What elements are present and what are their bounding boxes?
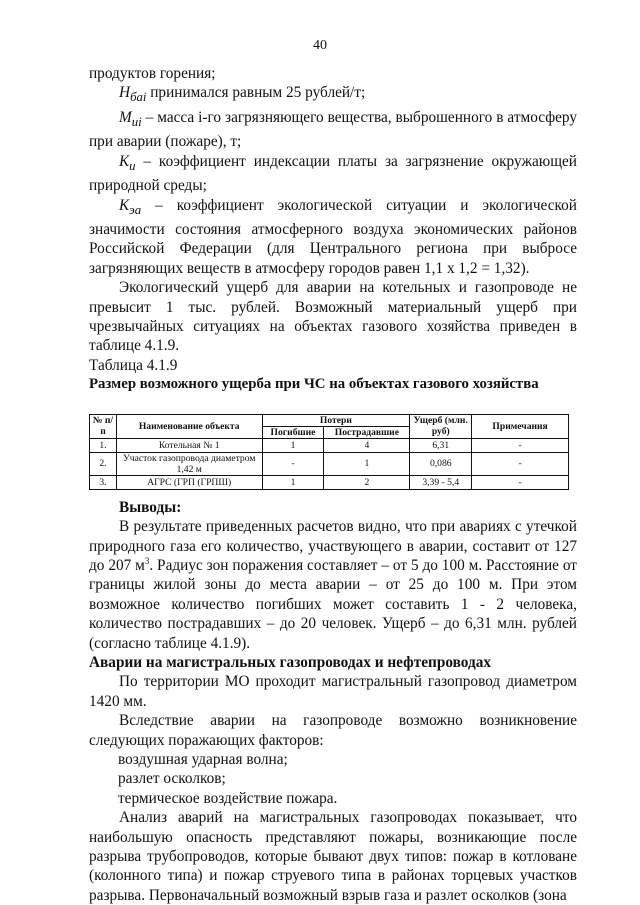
symbol-kea: $К_{эа}$ <box>119 196 142 217</box>
cell-damage: 0,086 <box>410 452 472 475</box>
cell-injured: 4 <box>324 438 410 452</box>
cell-num: 1. <box>90 438 117 452</box>
cell-name: АГРС (ГРП (ГРПШ) <box>116 475 262 489</box>
symbol-mui: $М_{иі}$ <box>119 108 142 129</box>
table-row <box>90 438 569 452</box>
definition-ki: $К_и$ – коэффициент индексации платы за загрязнение окружающей природной среды; <box>89 152 577 195</box>
header-name: Наименование объекта <box>116 414 262 438</box>
cell-num: 2. <box>90 452 117 475</box>
header-damage: Ущерб (млн. руб) <box>410 414 472 438</box>
paragraph-gas-pipeline: По территории МО проходит магистральный газопровод диаметром 1420 мм. <box>89 673 577 710</box>
paragraph-products: продуктов горения; <box>89 65 216 82</box>
paragraph-factors-intro: Вследствие аварии на газопроводе возможно возникновение следующих поражающих факторов: <box>89 712 577 749</box>
definition-kea: $К_{эа}$ – коэффициент экологической ситуации и экологической значимости состояния атмосферного воздуха экономических районов Российской Федерации (для Центрального региона при выбросе загрязняющих веществ в атмосферу городов равен 1,1 х 1,2 = 1,32). <box>89 196 577 277</box>
paragraph-analysis: Анализ аварий на магистральных газопроводах показывает, что наибольшую опасность представляют пожары, возникающие после разрыва трубопроводов, которые бывают двух типов: пожар в котловане (колонного типа) и пожар струевого типа в районах торцевых участков разрыва. Первоначальный возможный взрыв газа и разлет осколков (зона <box>89 809 577 904</box>
cell-damage: 6,31 <box>410 438 472 452</box>
header-injured: Пострадавшие <box>324 426 410 438</box>
paragraph-eco-damage: Экологический ущерб для аварии на котельных и газопроводе не превысит 1 тыс. рублей. Возможный материальный ущерб при чрезвычайных ситуациях на объектах газового хозяйства приведен в таблице 4.1.9. <box>89 279 577 355</box>
header-notes: Примечания <box>472 414 569 438</box>
cell-damage: 3,39 - 5,4 <box>410 475 472 489</box>
cell-name: Участок газопровода диаметром 1,42 м <box>116 452 262 475</box>
table-title: Размер возможного ущерба при ЧС на объектах газового хозяйства <box>89 376 539 393</box>
section-title: Аварии на магистральных газопроводах и нефтепроводах <box>89 653 492 671</box>
cell-injured: 1 <box>324 452 410 475</box>
cell-name: Котельная № 1 <box>116 438 262 452</box>
page-content <box>89 64 577 905</box>
conclusions-heading: Выводы: <box>119 498 182 516</box>
cell-dead: - <box>262 452 324 475</box>
cell-notes: - <box>472 438 569 452</box>
cell-notes: - <box>472 452 569 475</box>
table-caption: Таблица 4.1.9 <box>89 356 178 374</box>
page-number: 40 <box>313 38 327 53</box>
table-row <box>90 452 569 475</box>
header-num: № п/п <box>90 414 117 438</box>
list-item: разлет осколков; <box>118 770 226 788</box>
symbol-ki: $К_и$ <box>119 152 136 173</box>
damage-table <box>89 414 569 490</box>
list-item: воздушная ударная волна; <box>118 750 288 768</box>
cell-dead: 1 <box>262 438 324 452</box>
cell-num: 3. <box>90 475 117 489</box>
table-header-row <box>90 414 569 426</box>
table-row <box>90 475 569 489</box>
header-losses: Потери <box>262 414 410 426</box>
header-dead: Погибшие <box>262 426 324 438</box>
list-item: термическое воздействие пожара. <box>118 789 338 807</box>
cell-injured: 2 <box>324 475 410 489</box>
cell-notes: - <box>472 475 569 489</box>
symbol-nbai: $Н_{баі}$ <box>119 84 147 105</box>
definition-nbai: $Н_{баі}$ принимался равным 25 рублей/т; <box>119 84 366 105</box>
cell-dead: 1 <box>262 475 324 489</box>
paragraph-conclusions: В результате приведенных расчетов видно, что при авариях с утечкой природного газа его количество, участвующего в аварии, составит от 127 до 207 $м^3$. Радиус зон поражения составляет – от 5 до 100 м. Расстояние от границы жилой зоны до места аварии – от 25 до 100 м. При этом возможное количество погибших может составить 1 - 2 человека, количество пострадавших – до 20 человек. Ущерб – до 6,31 млн. рублей (согласно таблице 4.1.9). <box>89 518 577 652</box>
definition-mui: $М_{иі}$ – масса i-го загрязняющего вещества, выброшенного в атмосферу при аварии (пожаре), т; <box>89 108 577 151</box>
